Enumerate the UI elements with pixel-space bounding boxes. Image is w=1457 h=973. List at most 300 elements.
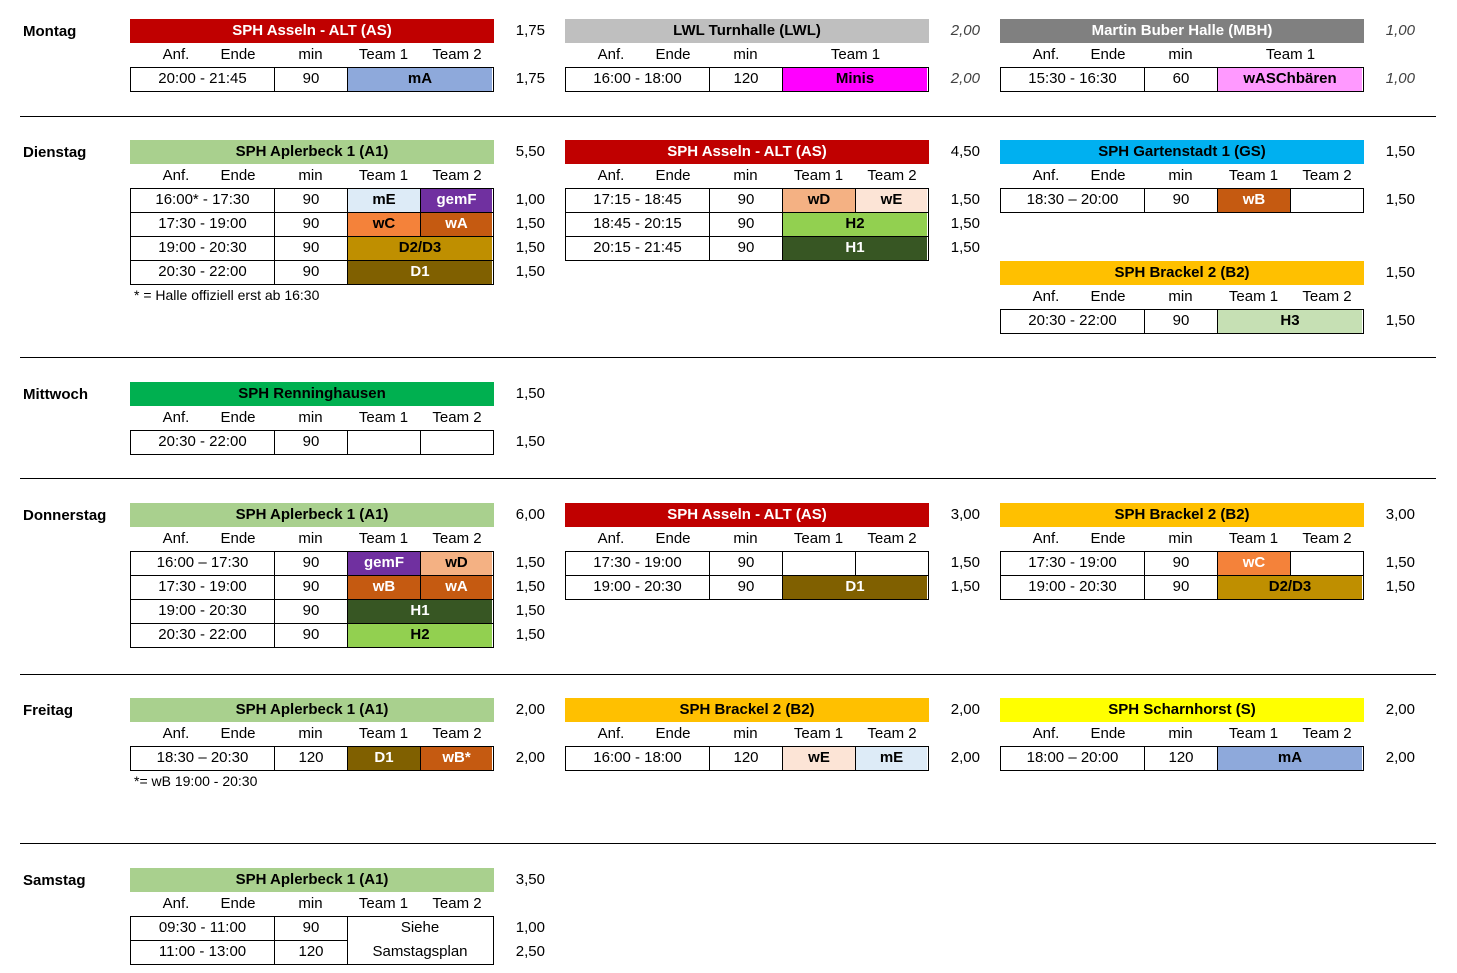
hall-header: SPH Brackel 2 (B2) [565,698,929,722]
hall-header: SPH Gartenstadt 1 (GS) [1000,140,1364,164]
day-label-samstag: Samstag [23,872,86,889]
col-head-min: min [1168,167,1193,184]
team-cell-merged[interactable]: H3 [1218,310,1362,333]
hall-total-hours: 2,00 [950,22,980,39]
slot-row [1001,552,1363,576]
col-head-team2: Team 2 [867,167,917,184]
slot-row [131,431,493,455]
slot-hours: 1,00 [515,191,545,208]
col-head-anf: Anf. [597,167,625,184]
slot-hours: 1,00 [515,919,545,936]
slot-time: 19:00 - 20:30 [131,237,275,260]
col-head-team1: Team 1 [830,46,881,63]
slot-minutes: 90 [710,552,783,575]
col-head-ende: Ende [1090,725,1126,742]
slot-time: 18:30 – 20:00 [1001,189,1145,212]
column-headers [130,892,494,916]
slot-time: 17:15 - 18:45 [566,189,710,212]
col-head-min: min [1168,530,1193,547]
slot-row [131,189,493,213]
slot-hours: 1,50 [515,215,545,232]
slot-hours: 1,50 [515,578,545,595]
hall-total-hours: 1,50 [1385,143,1415,160]
slot-time: 16:00 – 17:30 [131,552,275,575]
slot-hours: 1,50 [950,215,980,232]
team-cell-merged[interactable]: D1 [783,576,927,599]
hall-block [1000,140,1364,213]
slot-time: 16:00* - 17:30 [131,189,275,212]
slot-table [130,916,494,965]
team1-cell[interactable]: wB [1218,189,1291,212]
team2-cell[interactable] [421,431,492,454]
column-headers [1000,722,1364,746]
col-head-ende: Ende [220,409,256,426]
slot-row [566,213,928,237]
column-headers [565,43,929,67]
team-cell-merged[interactable]: H1 [348,600,492,623]
hall-header: SPH Aplerbeck 1 (A1) [130,140,494,164]
team-cell-merged[interactable]: H2 [348,624,492,647]
column-headers [1000,527,1364,551]
slot-time: 18:45 - 20:15 [566,213,710,236]
slot-hours: 1,50 [950,578,980,595]
col-head-ende: Ende [655,530,691,547]
col-head-team2: Team 2 [1302,288,1352,305]
slot-row [131,600,493,624]
team-cell-merged: Samstagsplan [372,943,468,960]
column-headers [130,43,494,67]
slot-minutes: 120 [710,747,783,770]
column-headers [565,527,929,551]
team-cell-merged[interactable]: H2 [783,213,927,236]
team2-cell[interactable]: wB* [421,747,492,770]
slot-minutes: 90 [710,576,783,599]
team1-cell[interactable]: wC [348,213,421,236]
hall-block [130,698,494,771]
slot-hours: 1,50 [950,191,980,208]
day-separator [20,843,1436,844]
team2-cell[interactable]: gemF [421,189,492,212]
slot-hours: 1,50 [515,554,545,571]
hall-header: SPH Aplerbeck 1 (A1) [130,868,494,892]
slot-minutes: 90 [710,189,783,212]
slot-hours: 2,00 [515,749,545,766]
day-separator [20,674,1436,675]
slot-minutes: 90 [710,213,783,236]
slot-hours: 2,00 [1385,749,1415,766]
team1-cell[interactable]: wC [1218,552,1291,575]
day-label-freitag: Freitag [23,702,74,719]
col-head-team2: Team 2 [432,895,482,912]
slot-row [131,68,493,92]
slot-table [1000,551,1364,600]
col-head-team2: Team 2 [1302,167,1352,184]
col-head-anf: Anf. [1032,46,1060,63]
slot-hours: 1,50 [515,626,545,643]
col-head-anf: Anf. [1032,167,1060,184]
col-head-team2: Team 2 [1302,725,1352,742]
hall-header: SPH Asseln - ALT (AS) [130,19,494,43]
slot-table [565,746,929,771]
hall-header: SPH Asseln - ALT (AS) [565,503,929,527]
slot-hours: 1,50 [1385,578,1415,595]
slot-row [131,624,493,648]
team-cell-merged[interactable]: wASChbären [1218,68,1362,91]
slot-minutes: 120 [275,747,348,770]
slot-hours: 2,00 [950,749,980,766]
col-head-team1: Team 1 [1228,530,1279,547]
col-head-ende: Ende [1090,46,1126,63]
footnote: * = Halle offiziell erst ab 16:30 [134,287,320,303]
slot-minutes: 90 [1145,552,1218,575]
col-head-ende: Ende [220,46,256,63]
slot-hours: 1,50 [515,602,545,619]
day-separator [20,478,1436,479]
hall-block [130,140,494,285]
hall-header: LWL Turnhalle (LWL) [565,19,929,43]
team-cell-merged[interactable]: mA [1218,747,1362,770]
slot-hours: 1,50 [950,554,980,571]
hall-header: SPH Aplerbeck 1 (A1) [130,698,494,722]
col-head-min: min [298,46,323,63]
team2-cell[interactable]: wA [421,576,492,599]
day-label-dienstag: Dienstag [23,144,87,161]
hall-total-hours: 3,50 [515,871,545,888]
hall-block [130,19,494,92]
col-head-team2: Team 2 [432,46,482,63]
team-cell-merged[interactable]: Minis [783,68,927,91]
col-head-team1: Team 1 [358,167,409,184]
col-head-team1: Team 1 [1228,288,1279,305]
slot-row [131,941,493,965]
slot-time: 17:30 - 19:00 [566,552,710,575]
team-cell-merged[interactable]: mA [348,68,492,91]
slot-time: 20:15 - 21:45 [566,237,710,260]
col-head-min: min [1168,725,1193,742]
day-separator [20,116,1436,117]
slot-minutes: 90 [1145,310,1218,333]
col-head-ende: Ende [220,530,256,547]
col-head-anf: Anf. [162,530,190,547]
team1-cell[interactable]: wD [783,189,856,212]
slot-row [1001,310,1363,334]
slot-minutes: 120 [710,68,783,91]
slot-hours: 1,75 [515,70,545,87]
slot-hours: 1,50 [1385,191,1415,208]
col-head-anf: Anf. [162,46,190,63]
slot-minutes: 90 [275,68,348,91]
hall-block [1000,19,1364,92]
col-head-ende: Ende [220,167,256,184]
col-head-anf: Anf. [597,725,625,742]
slot-hours: 2,00 [950,70,980,87]
slot-row [566,576,928,600]
slot-minutes: 90 [1145,189,1218,212]
slot-minutes: 90 [275,624,348,647]
team1-cell[interactable]: mE [348,189,421,212]
slot-hours: 1,00 [1385,70,1415,87]
slot-row [1001,576,1363,600]
col-head-team1: Team 1 [358,409,409,426]
slot-row [131,552,493,576]
team2-cell[interactable]: wD [421,552,492,575]
slot-time: 15:30 - 16:30 [1001,68,1145,91]
col-head-ende: Ende [220,895,256,912]
col-head-ende: Ende [1090,530,1126,547]
slot-time: 20:30 - 22:00 [1001,310,1145,333]
slot-minutes: 90 [275,431,348,454]
day-separator [20,357,1436,358]
col-head-team1: Team 1 [358,46,409,63]
col-head-min: min [733,167,758,184]
slot-row [566,189,928,213]
slot-minutes: 60 [1145,68,1218,91]
col-head-team2: Team 2 [867,530,917,547]
team2-cell[interactable] [856,552,927,575]
hall-header: SPH Asseln - ALT (AS) [565,140,929,164]
hall-block [565,140,929,261]
slot-hours: 1,50 [515,433,545,450]
col-head-min: min [298,409,323,426]
column-headers [130,722,494,746]
team1-cell[interactable]: wB [348,576,421,599]
slot-hours: 1,50 [1385,554,1415,571]
slot-hours: 1,50 [515,239,545,256]
day-label-donnerstag: Donnerstag [23,507,107,524]
col-head-team1: Team 1 [793,530,844,547]
slot-time: 19:00 - 20:30 [1001,576,1145,599]
slot-hours: 1,50 [1385,312,1415,329]
col-head-min: min [298,530,323,547]
hall-header: SPH Brackel 2 (B2) [1000,261,1364,285]
slot-table [565,551,929,600]
col-head-min: min [298,895,323,912]
hall-block [130,382,494,455]
hall-total-hours: 4,50 [950,143,980,160]
col-head-team1: Team 1 [358,725,409,742]
hall-block [565,503,929,600]
slot-table [1000,188,1364,213]
slot-time: 20:30 - 22:00 [131,261,275,284]
col-head-ende: Ende [1090,167,1126,184]
slot-time: 17:30 - 19:00 [1001,552,1145,575]
slot-time: 20:00 - 21:45 [131,68,275,91]
slot-time: 11:00 - 13:00 [131,941,275,964]
slot-time: 09:30 - 11:00 [131,917,275,941]
team-cell-merged[interactable]: D2/D3 [348,237,492,260]
col-head-team2: Team 2 [432,530,482,547]
col-head-min: min [298,725,323,742]
col-head-team1: Team 1 [358,895,409,912]
col-head-ende: Ende [655,725,691,742]
slot-row [566,68,928,92]
team-cell-merged: Siehe [400,919,440,936]
team-cell-merged[interactable]: D1 [348,261,492,284]
slot-row [566,747,928,771]
col-head-ende: Ende [655,46,691,63]
hall-total-hours: 2,00 [950,701,980,718]
hall-header: SPH Scharnhorst (S) [1000,698,1364,722]
team2-cell[interactable]: wA [421,213,492,236]
team1-cell[interactable]: D1 [348,747,421,770]
slot-row [131,237,493,261]
hall-header: SPH Brackel 2 (B2) [1000,503,1364,527]
hall-total-hours: 2,00 [1385,701,1415,718]
hall-block [565,19,929,92]
team1-cell[interactable] [783,552,856,575]
slot-minutes: 90 [275,576,348,599]
col-head-team2: Team 2 [432,409,482,426]
col-head-anf: Anf. [162,167,190,184]
col-head-team2: Team 2 [1302,530,1352,547]
slot-time: 20:30 - 22:00 [131,624,275,647]
col-head-team1: Team 1 [1228,725,1279,742]
slot-minutes: 90 [1145,576,1218,599]
slot-row [131,747,493,771]
col-head-team2: Team 2 [867,725,917,742]
slot-time: 18:00 – 20:00 [1001,747,1145,770]
hall-total-hours: 3,00 [1385,506,1415,523]
slot-minutes: 90 [275,237,348,260]
col-head-anf: Anf. [1032,530,1060,547]
col-head-min: min [1168,46,1193,63]
slot-row [131,261,493,285]
column-headers [130,164,494,188]
slot-row [1001,747,1363,771]
col-head-team1: Team 1 [793,725,844,742]
col-head-team1: Team 1 [793,167,844,184]
slot-table [130,746,494,771]
column-headers [1000,164,1364,188]
team2-cell[interactable] [1291,552,1362,575]
slot-minutes: 90 [275,189,348,212]
slot-row [131,917,493,941]
team1-cell[interactable] [348,431,421,454]
team2-cell[interactable]: mE [856,747,927,770]
col-head-ende: Ende [655,167,691,184]
slot-row [566,237,928,261]
slot-time: 17:30 - 19:00 [131,576,275,599]
hall-block [565,698,929,771]
slot-row [131,213,493,237]
slot-minutes: 90 [275,261,348,284]
slot-row [131,576,493,600]
slot-table [565,188,929,261]
col-head-team2: Team 2 [432,725,482,742]
col-head-anf: Anf. [162,409,190,426]
day-label-montag: Montag [23,23,77,40]
hall-header: SPH Aplerbeck 1 (A1) [130,503,494,527]
column-headers [565,722,929,746]
hall-block [1000,503,1364,600]
column-headers [1000,285,1364,309]
team-cell-merged[interactable]: D2/D3 [1218,576,1362,599]
hall-total-hours: 3,00 [950,506,980,523]
slot-table [130,430,494,455]
slot-table [1000,309,1364,334]
slot-minutes: 90 [275,213,348,236]
col-head-ende: Ende [220,725,256,742]
col-head-ende: Ende [1090,288,1126,305]
slot-table [130,188,494,285]
slot-hours: 1,50 [515,263,545,280]
slot-time: 18:30 – 20:30 [131,747,275,770]
slot-minutes: 120 [275,941,348,964]
team1-cell[interactable]: wE [783,747,856,770]
slot-minutes: 90 [275,917,348,941]
col-head-min: min [733,46,758,63]
hall-total-hours: 1,00 [1385,22,1415,39]
hall-block [130,868,494,965]
col-head-min: min [1168,288,1193,305]
col-head-team2: Team 2 [432,167,482,184]
column-headers [1000,43,1364,67]
hall-total-hours: 1,75 [515,22,545,39]
col-head-anf: Anf. [597,46,625,63]
slot-time: 19:00 - 20:30 [566,576,710,599]
slot-row [566,552,928,576]
team2-cell[interactable]: wE [856,189,927,212]
slot-table [130,67,494,92]
slot-minutes: 90 [275,600,348,623]
slot-time: 20:30 - 22:00 [131,431,275,454]
col-head-min: min [733,530,758,547]
col-head-min: min [298,167,323,184]
col-head-team1: Team 1 [358,530,409,547]
hall-block [1000,698,1364,771]
slot-row [1001,68,1363,92]
slot-row [1001,189,1363,213]
team1-cell[interactable]: gemF [348,552,421,575]
slot-time: 16:00 - 18:00 [566,68,710,91]
col-head-anf: Anf. [1032,288,1060,305]
slot-table [130,551,494,648]
slot-minutes: 120 [1145,747,1218,770]
column-headers [130,406,494,430]
team2-cell[interactable] [1291,189,1362,212]
day-label-mittwoch: Mittwoch [23,386,88,403]
slot-table [1000,67,1364,92]
footnote: *= wB 19:00 - 20:30 [134,773,258,789]
column-headers [565,164,929,188]
slot-table [565,67,929,92]
hall-total-hours: 5,50 [515,143,545,160]
col-head-anf: Anf. [597,530,625,547]
col-head-team1: Team 1 [1228,167,1279,184]
slot-hours: 2,50 [515,943,545,960]
col-head-anf: Anf. [1032,725,1060,742]
slot-time: 19:00 - 20:30 [131,600,275,623]
slot-minutes: 90 [710,237,783,260]
hall-block [130,503,494,648]
team-cell-merged[interactable]: H1 [783,237,927,260]
col-head-team1: Team 1 [1265,46,1316,63]
slot-time: 17:30 - 19:00 [131,213,275,236]
hall-block [1000,261,1364,334]
hall-total-hours: 2,00 [515,701,545,718]
hall-header: Martin Buber Halle (MBH) [1000,19,1364,43]
hall-total-hours: 1,50 [515,385,545,402]
slot-time: 16:00 - 18:00 [566,747,710,770]
slot-table [1000,746,1364,771]
col-head-anf: Anf. [162,725,190,742]
hall-total-hours: 1,50 [1385,264,1415,281]
slot-hours: 1,50 [950,239,980,256]
slot-minutes: 90 [275,552,348,575]
col-head-min: min [733,725,758,742]
col-head-anf: Anf. [162,895,190,912]
hall-total-hours: 6,00 [515,506,545,523]
